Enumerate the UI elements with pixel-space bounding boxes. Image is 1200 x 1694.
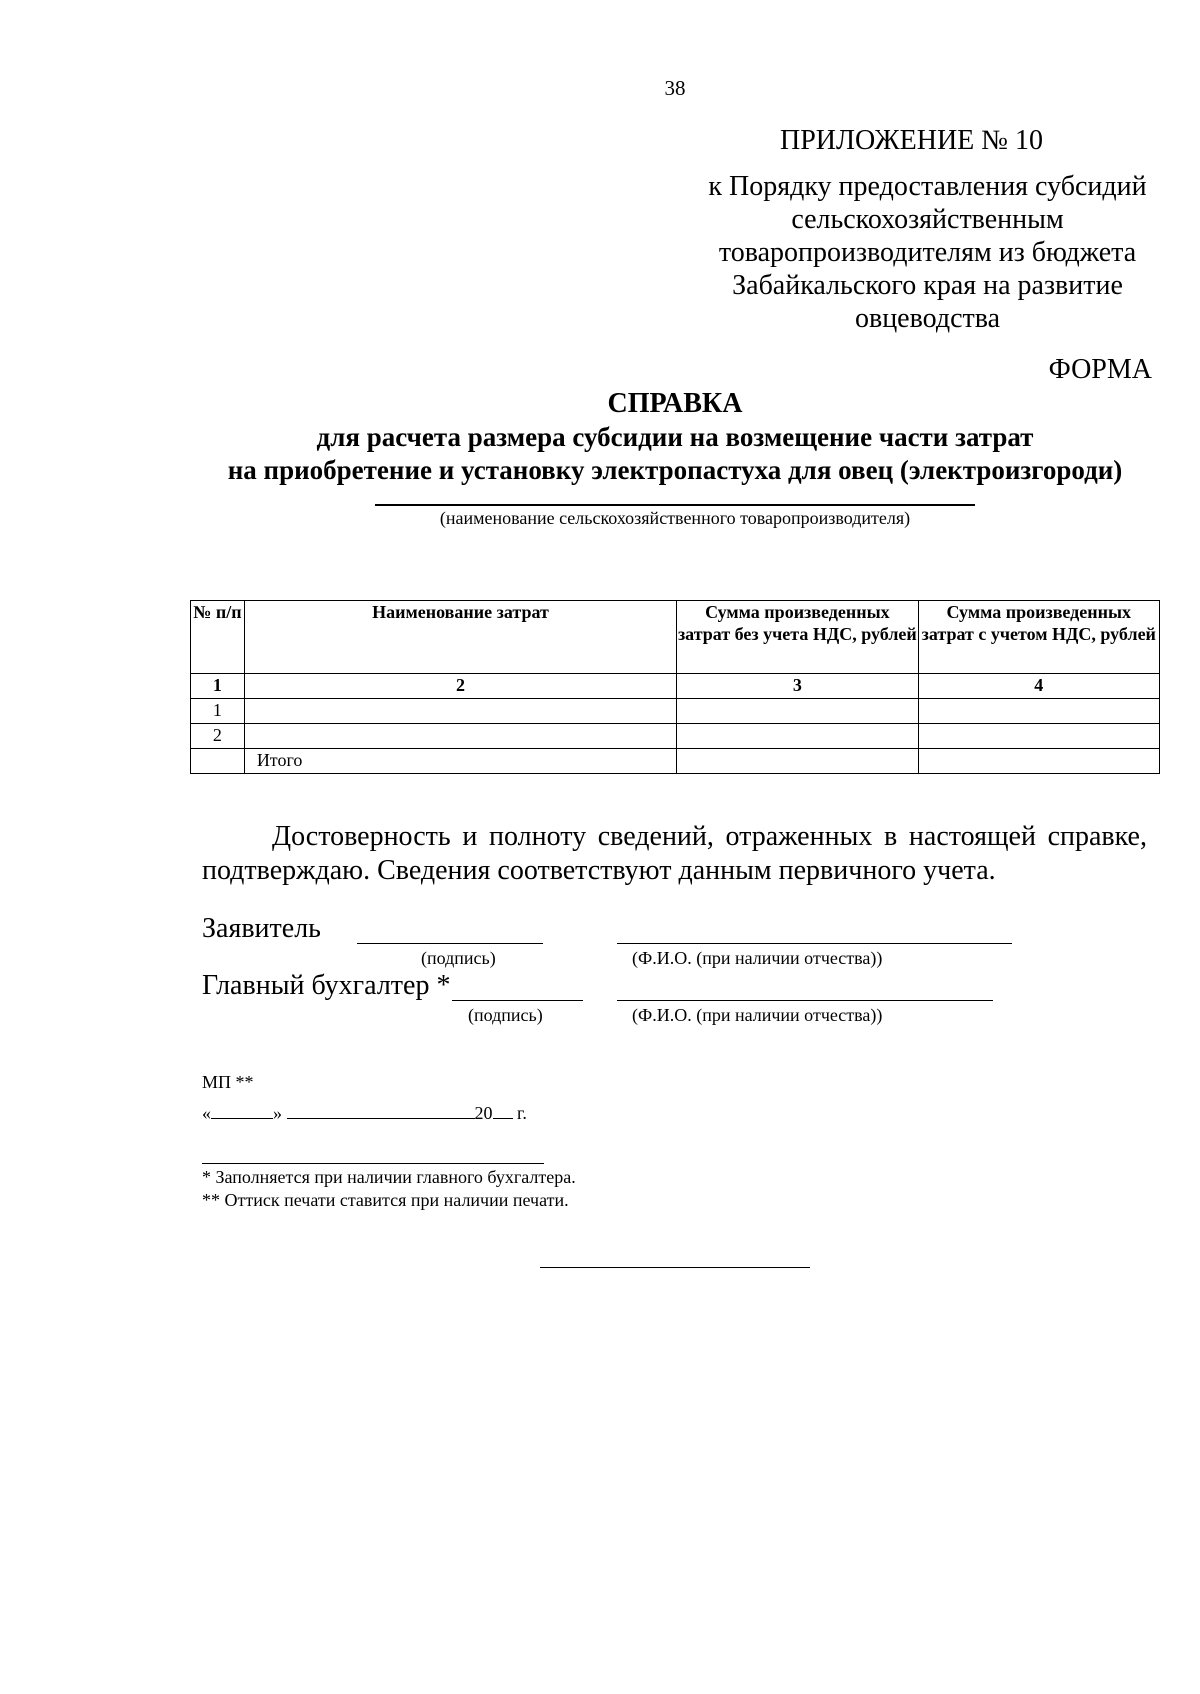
form-label: ФОРМА xyxy=(1048,354,1152,385)
table-total-row xyxy=(191,749,1160,774)
table-row xyxy=(191,724,1160,749)
header-number: № п/п xyxy=(191,601,245,674)
producer-name-line[interactable] xyxy=(375,504,975,506)
confirmation-text-content: Достоверность и полноту сведений, отраженных в настоящей справке, подтверждаю. Сведения соответствуют данным первичного учета. xyxy=(202,821,1147,886)
chief-accountant-label: Главный бухгалтер * xyxy=(202,970,451,1001)
appendix-subtitle-line: к Порядку предоставления субсидий xyxy=(708,171,1147,202)
confirmation-text xyxy=(202,820,1147,888)
appendix-subtitle-line: Забайкальского края на развитие xyxy=(732,270,1123,301)
date-line xyxy=(202,1100,527,1124)
total-with-vat-cell[interactable] xyxy=(918,749,1159,774)
date-year-suffix: г. xyxy=(517,1103,527,1123)
costs-table xyxy=(190,600,1160,774)
page-number: 38 xyxy=(664,76,686,100)
footnote-stamp: ** Оттиск печати ставится при наличии печати. xyxy=(202,1190,569,1210)
chief-accountant-signature-line[interactable] xyxy=(452,1000,583,1001)
row-number: 2 xyxy=(191,724,245,749)
cost-name-cell[interactable] xyxy=(244,724,676,749)
applicant-label: Заявитель xyxy=(202,913,321,944)
document-subtitle-line: на приобретение и установку электропастуха для овец (электроизгороди) xyxy=(227,455,1123,485)
applicant-fio-line[interactable] xyxy=(617,943,1012,944)
appendix-title: ПРИЛОЖЕНИЕ № 10 xyxy=(780,125,1043,156)
date-month-field[interactable] xyxy=(287,1100,475,1119)
total-label: Итого xyxy=(244,749,676,774)
chief-accountant-signature-caption: (подпись) xyxy=(468,1005,543,1025)
row-number: 1 xyxy=(191,699,245,724)
date-year-prefix: 20 xyxy=(474,1103,493,1123)
chief-accountant-fio-caption: (Ф.И.О. (при наличии отчества)) xyxy=(632,1005,883,1025)
document-subtitle-line: для расчета размера субсидии на возмещение части затрат xyxy=(316,422,1034,452)
row-number xyxy=(191,749,245,774)
cost-name-cell[interactable] xyxy=(244,699,676,724)
date-open-quote: « xyxy=(202,1103,211,1123)
appendix-subtitle xyxy=(690,170,1165,335)
sum-with-vat-cell[interactable] xyxy=(918,724,1159,749)
appendix-subtitle-line: сельскохозяйственным xyxy=(791,204,1064,235)
stamp-label: МП ** xyxy=(202,1072,254,1092)
footnote-chief-accountant: * Заполняется при наличии главного бухгалтера. xyxy=(202,1167,576,1187)
column-number: 1 xyxy=(191,674,245,699)
producer-name-caption: (наименование сельскохозяйственного товаропроизводителя) xyxy=(439,508,911,528)
footnote-rule xyxy=(202,1163,544,1164)
date-close-quote: » xyxy=(273,1103,282,1123)
end-divider xyxy=(540,1267,810,1268)
header-cost-name: Наименование затрат xyxy=(244,601,676,674)
chief-accountant-fio-line[interactable] xyxy=(617,1000,993,1001)
total-without-vat-cell[interactable] xyxy=(677,749,918,774)
sum-without-vat-cell[interactable] xyxy=(677,724,918,749)
header-sum-without-vat: Сумма произведенных затрат без учета НДС, рублей xyxy=(677,601,918,674)
document-subtitle xyxy=(0,421,1200,487)
applicant-fio-caption: (Ф.И.О. (при наличии отчества)) xyxy=(632,948,883,968)
applicant-signature-line[interactable] xyxy=(357,943,543,944)
table-row xyxy=(191,699,1160,724)
date-day-field[interactable] xyxy=(211,1100,273,1119)
date-year-field[interactable] xyxy=(493,1100,513,1119)
appendix-subtitle-line: овцеводства xyxy=(854,303,1001,334)
applicant-signature-caption: (подпись) xyxy=(421,948,496,968)
column-number: 4 xyxy=(918,674,1159,699)
sum-without-vat-cell[interactable] xyxy=(677,699,918,724)
sum-with-vat-cell[interactable] xyxy=(918,699,1159,724)
appendix-subtitle-line: товаропроизводителям из бюджета xyxy=(718,237,1137,268)
table-header-row xyxy=(191,601,1160,674)
document-title: СПРАВКА xyxy=(607,388,743,419)
column-number-row xyxy=(191,674,1160,699)
column-number: 2 xyxy=(244,674,676,699)
header-sum-with-vat: Сумма произведенных затрат с учетом НДС, рублей xyxy=(918,601,1159,674)
column-number: 3 xyxy=(677,674,918,699)
